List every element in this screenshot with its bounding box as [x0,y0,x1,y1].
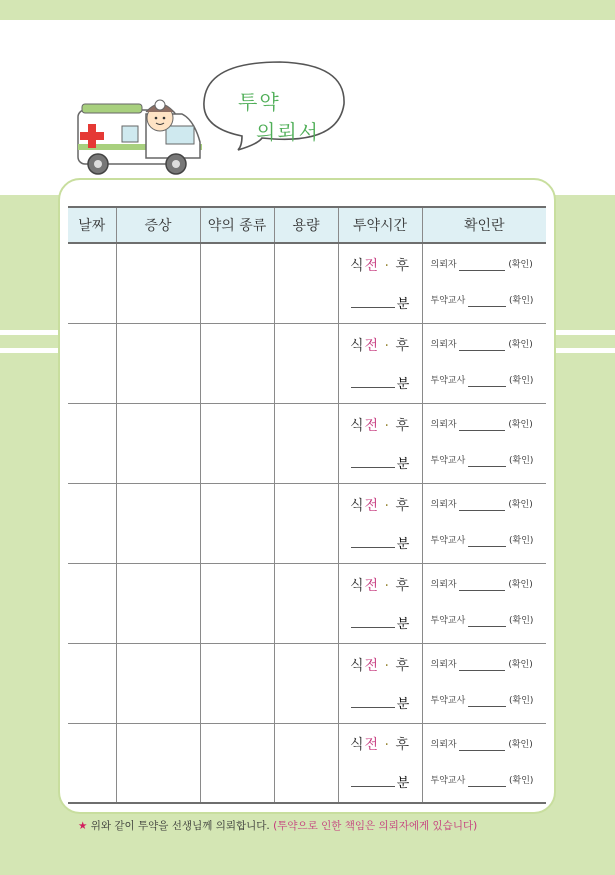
meal-label: 식 [350,577,365,594]
date-cell[interactable] [68,483,116,563]
before-option[interactable]: 전 [364,657,380,674]
symptom-cell[interactable] [116,403,200,483]
meal-label: 식 [350,497,365,514]
medicine-type-cell[interactable] [200,483,274,563]
dosage-cell[interactable] [274,723,338,803]
teacher-label: 투약교사 [430,456,466,466]
footer-note [78,818,477,833]
confirmation-cell [422,563,546,643]
dosing-time-cell[interactable] [338,403,422,483]
dosing-time-cell[interactable] [338,643,422,723]
requester-label: 의뢰자 [430,739,457,750]
date-cell[interactable] [68,643,116,723]
date-cell[interactable] [68,563,116,643]
teacher-label: 투약교사 [430,696,466,706]
medicine-type-cell[interactable] [200,563,274,643]
teacher-label: 투약교사 [430,616,466,626]
separator-dot: · [384,657,390,674]
teacher-label: 투약교사 [430,536,466,546]
dosage-cell[interactable] [274,323,338,403]
symptom-cell[interactable] [116,563,200,643]
meal-label: 식 [350,737,365,754]
dosage-cell[interactable] [274,483,338,563]
after-option[interactable]: 후 [395,257,410,274]
after-option[interactable]: 후 [395,417,410,434]
after-option[interactable]: 후 [395,497,410,514]
minutes-blank[interactable] [351,387,395,388]
medicine-type-cell[interactable] [200,403,274,483]
left-stripe-2 [0,348,60,353]
separator-dot: · [384,737,390,754]
confirmation-cell [422,243,546,323]
confirm-mark: (확인) [509,775,534,786]
header-dosage: 용량 [274,207,338,243]
teacher-signature-line[interactable] [468,534,506,547]
dosage-cell[interactable] [274,563,338,643]
requester-label: 의뢰자 [430,340,457,350]
top-band [0,0,615,20]
teacher-label: 투약교사 [430,775,466,786]
header-confirmation: 확인란 [422,207,546,243]
minutes-label: 분 [396,536,410,552]
confirm-mark: (확인) [508,420,533,430]
before-option[interactable]: 전 [364,257,380,274]
medicine-type-cell[interactable] [200,323,274,403]
after-option[interactable]: 후 [395,337,410,354]
minutes-label: 분 [396,296,410,312]
after-option[interactable]: 후 [395,577,410,594]
requester-label: 의뢰자 [430,420,457,430]
meal-label: 식 [350,657,365,674]
minutes-blank[interactable] [351,307,395,308]
before-option[interactable]: 전 [364,337,380,354]
confirm-mark: (확인) [509,696,534,706]
confirmation-cell [422,723,546,803]
ambulance-icon [76,96,206,178]
minutes-label: 분 [396,776,410,792]
separator-dot: · [384,577,390,594]
dosage-cell[interactable] [274,643,338,723]
requester-label: 의뢰자 [430,260,457,271]
dosage-cell[interactable] [274,403,338,483]
confirm-mark: (확인) [509,376,534,386]
requester-label: 의뢰자 [430,500,457,510]
title-line-2: 의뢰서 [256,120,320,144]
separator-dot: · [384,497,390,514]
minutes-blank[interactable] [351,467,395,468]
requester-signature-line[interactable] [459,498,505,511]
requester-signature-line[interactable] [459,578,505,591]
minutes-label: 분 [396,376,410,392]
teacher-signature-line[interactable] [468,374,506,387]
dosing-time-cell[interactable] [338,563,422,643]
table-row [68,243,546,323]
right-stripe-2 [552,348,615,353]
title-line-1: 투약 [238,90,281,114]
symptom-cell[interactable] [116,323,200,403]
medicine-type-cell[interactable] [200,243,274,323]
after-option[interactable]: 후 [395,737,410,754]
before-option[interactable]: 전 [364,497,380,514]
symptom-cell[interactable] [116,643,200,723]
minutes-label: 분 [396,456,410,472]
requester-signature-line[interactable] [459,418,505,431]
teacher-signature-line[interactable] [468,774,506,787]
separator-dot: · [384,257,390,274]
meal-label: 식 [350,257,365,274]
confirm-mark: (확인) [508,500,533,510]
confirm-mark: (확인) [508,660,533,670]
symptom-cell[interactable] [116,723,200,803]
footer-extra-text: (투약으로 인한 책임은 의뢰자에게 있습니다) [273,820,478,832]
minutes-label: 분 [396,696,410,712]
confirmation-cell [422,403,546,483]
medicine-type-cell[interactable] [200,723,274,803]
dosing-time-cell[interactable] [338,323,422,403]
symptom-cell[interactable] [116,483,200,563]
table-row [68,723,546,803]
dosing-time-cell[interactable] [338,483,422,563]
date-cell[interactable] [68,243,116,323]
medicine-type-cell[interactable] [200,643,274,723]
confirmation-cell [422,483,546,563]
header-date: 날짜 [68,207,116,243]
minutes-blank[interactable] [351,627,395,628]
separator-dot: · [384,337,390,354]
confirm-mark: (확인) [509,456,534,466]
confirmation-cell [422,643,546,723]
right-stripe-1 [552,330,615,335]
confirmation-cell [422,323,546,403]
minutes-label: 분 [396,616,410,632]
requester-signature-line[interactable] [459,738,505,751]
table-row [68,563,546,643]
before-option[interactable]: 전 [364,417,380,434]
symptom-cell[interactable] [116,243,200,323]
medication-table [68,206,546,804]
dosing-time-cell[interactable] [338,243,422,323]
teacher-signature-line[interactable] [468,454,506,467]
meal-label: 식 [350,337,365,354]
confirm-mark: (확인) [508,739,533,750]
table-row [68,643,546,723]
date-cell[interactable] [68,403,116,483]
dosage-cell[interactable] [274,243,338,323]
teacher-label: 투약교사 [430,376,466,386]
meal-label: 식 [350,417,365,434]
dosing-time-cell[interactable] [338,723,422,803]
confirm-mark: (확인) [508,340,533,350]
minutes-blank[interactable] [351,547,395,548]
header-dosing-time: 투약시간 [338,207,422,243]
requester-label: 의뢰자 [430,580,457,590]
table-row [68,483,546,563]
requester-signature-line[interactable] [459,258,505,271]
footer-main-text: 위와 같이 투약을 선생님께 의뢰합니다. [90,820,270,832]
requester-signature-line[interactable] [459,338,505,351]
star-icon: ★ [78,820,88,832]
left-stripe-1 [0,330,60,335]
confirm-mark: (확인) [509,536,534,546]
requester-label: 의뢰자 [430,660,457,670]
separator-dot: · [384,417,390,434]
confirm-mark: (확인) [509,296,534,307]
header-symptom: 증상 [116,207,200,243]
minutes-blank[interactable] [351,786,395,787]
before-option[interactable]: 전 [364,737,380,754]
teacher-label: 투약교사 [430,296,466,307]
header-medicine-type: 약의 종류 [200,207,274,243]
before-option[interactable]: 전 [364,577,380,594]
after-option[interactable]: 후 [395,657,410,674]
confirm-mark: (확인) [508,580,533,590]
date-cell[interactable] [68,323,116,403]
teacher-signature-line[interactable] [468,614,506,627]
table-row [68,403,546,483]
teacher-signature-line[interactable] [468,694,506,707]
table-header-row [68,207,546,243]
confirm-mark: (확인) [508,260,533,271]
requester-signature-line[interactable] [459,658,505,671]
confirm-mark: (확인) [509,616,534,626]
date-cell[interactable] [68,723,116,803]
teacher-signature-line[interactable] [468,294,506,307]
table-row [68,323,546,403]
minutes-blank[interactable] [351,707,395,708]
